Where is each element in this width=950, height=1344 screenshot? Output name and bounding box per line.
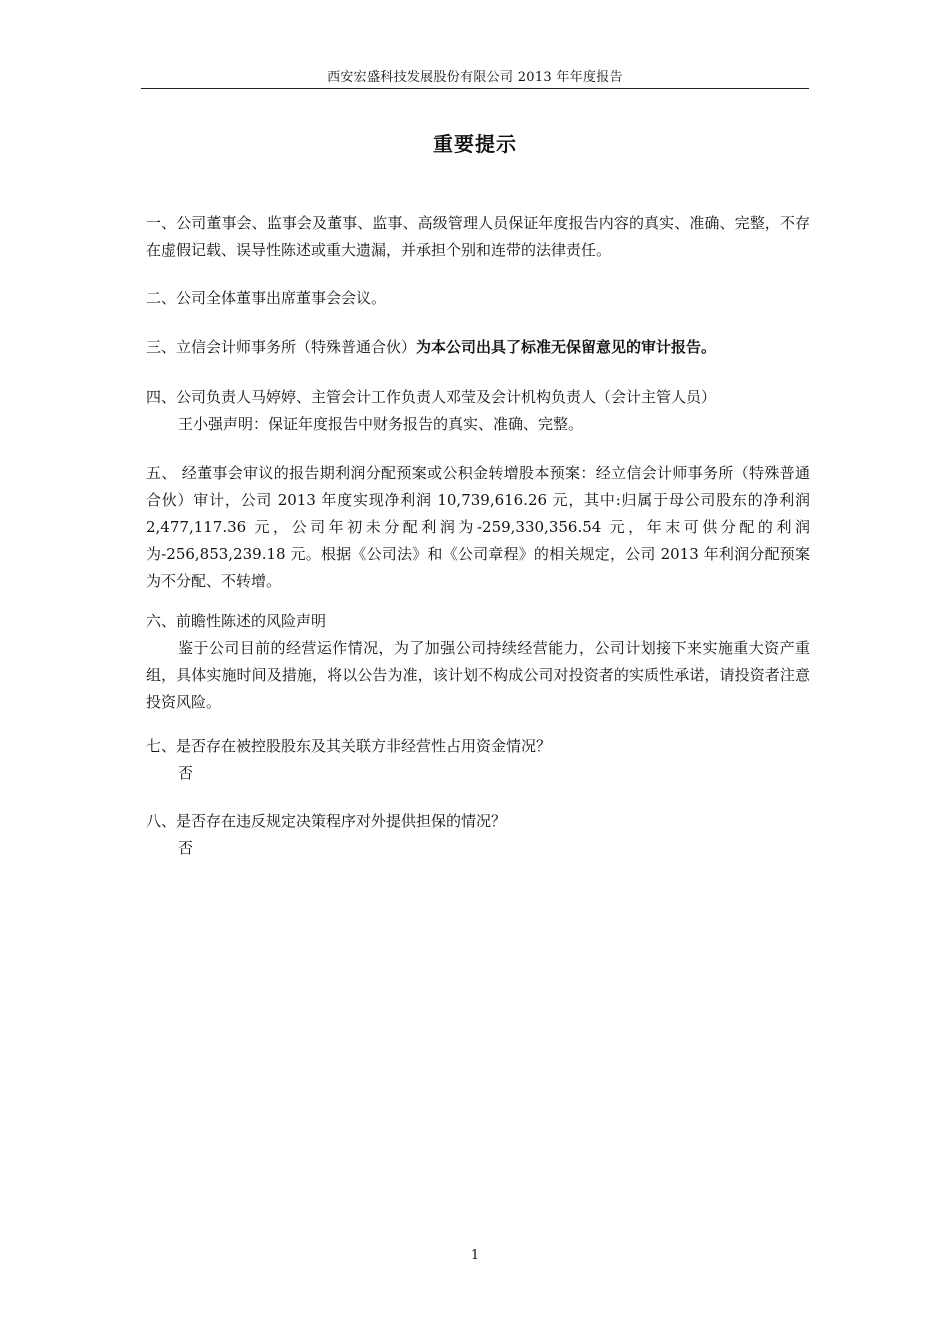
section-5-text: 五、 经董事会审议的报告期利润分配预案或公积金转增股本预案：经立信会计师事务所（特殊普通合伙）审计，公司 2013 年度实现净利润 10,739,616.26 元，其中:归属于母公司股东的净利润 2,477,117.36 元，公司年初未分配利润为-259,330,356.54 元，年末可供分配的利润为-256,853,239.18 元。根据《公司法》和《公司章程》的相关规定，公司 2013 年利润分配预案为不分配、不转增。: [146, 464, 810, 590]
section-1-text: 一、公司董事会、监事会及董事、监事、高级管理人员保证年度报告内容的真实、准确、完整，不存在虚假记载、误导性陈述或重大遗漏，并承担个别和连带的法律责任。: [146, 214, 810, 259]
section-7: [146, 733, 810, 787]
section-3: [146, 334, 810, 361]
section-8-question: 八、是否存在违反规定决策程序对外提供担保的情况？: [146, 812, 507, 830]
section-3-audit-opinion: 为本公司出具了标准无保留意见的审计报告。: [416, 338, 717, 356]
section-5: [146, 460, 810, 595]
section-2-text: 二、公司全体董事出席董事会会议。: [146, 289, 387, 307]
section-4-line-2: 王小强声明：保证年度报告中财务报告的真实、准确、完整。: [178, 415, 584, 433]
section-3-prefix: 三、立信会计师事务所（特殊普通合伙）: [146, 338, 417, 356]
page-title: 重要提示: [433, 132, 517, 156]
page-number: 1: [470, 1248, 480, 1263]
section-4-line-1: 四、公司负责人马婷婷、主管会计工作负责人邓莹及会计机构负责人（会计主管人员）: [146, 388, 717, 406]
section-3-text: [146, 334, 810, 361]
header-divider: [141, 88, 809, 89]
section-7-question: 七、是否存在被控股股东及其关联方非经营性占用资金情况？: [146, 737, 552, 755]
section-8: [146, 808, 810, 862]
section-8-answer: 否: [178, 839, 194, 857]
section-6-heading: 六、前瞻性陈述的风险声明: [146, 612, 327, 630]
section-6: [146, 608, 810, 716]
section-6-body: 鉴于公司目前的经营运作情况，为了加强公司持续经营能力，公司计划接下来实施重大资产重组，具体实施时间及措施，将以公告为准，该计划不构成公司对投资者的实质性承诺，请投资者注意投资风险。: [146, 639, 810, 711]
section-4: [146, 384, 810, 438]
page-header: 西安宏盛科技发展股份有限公司 2013 年年度报告: [327, 70, 623, 85]
section-2: [146, 285, 810, 312]
section-7-answer: 否: [178, 764, 194, 782]
section-1: [146, 210, 810, 264]
